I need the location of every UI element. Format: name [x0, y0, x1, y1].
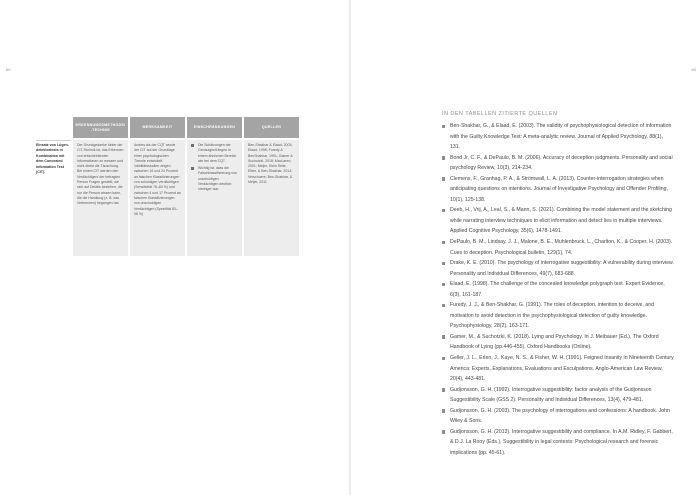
table-cell-method — [73, 140, 128, 256]
limitation-item — [191, 166, 238, 192]
square-bullet-icon — [442, 156, 445, 159]
reference-text: Furedy, J. J., & Ben-Shakhar, G. (1991). The roles of deception, intention to deceive, and motivation to avoid detection in the psychophysiological detection of guilty knowledge. Psychophysiology, 28(2), 163-171. — [450, 302, 654, 330]
reference-item — [442, 427, 674, 459]
limitation-text: Wichtig ist, dass die Falschklassifizierung von unschuldigen Verdächtigen deutlich niedriger war. — [198, 166, 237, 192]
table-header-limitations: EINSCHRÄNKUNGEN — [187, 117, 242, 138]
reference-item — [442, 174, 674, 206]
square-bullet-icon — [191, 144, 194, 147]
reference-text: Gudjonsson, G. H. (2013). Interrogative suggestibility and compliance. In A.M. Ridley, F. Gabbert, & D.J. La Rooy (Eds.), Suggestibility in legal contexts: Psychological research and forensic implications (pp. 45-61). — [450, 428, 673, 456]
table-cell-limitations — [187, 140, 242, 256]
limitation-item — [191, 143, 238, 164]
square-bullet-icon — [442, 241, 445, 244]
square-bullet-icon — [442, 177, 445, 180]
reference-text: Bond Jr, C. F., & DePaulo, B. M. (2006). Accuracy of deception judgments. Personality and social psychology Review, 10(3), 214-234. — [450, 154, 673, 172]
reference-text: Geller, J. L., Erlen, J., Kaye, N. S., & Fisher, W. H. (1991). Feigned Insanity in Nineteenth Century America: Experts, Explanations, Evaluations and Exculpations. Anglo-American Law Review, 20(4), 443-481. — [450, 355, 674, 383]
square-bullet-icon — [442, 304, 445, 307]
square-bullet-icon — [442, 283, 445, 286]
square-bullet-icon — [442, 409, 445, 412]
cell-text-effectiveness: Anders als der CQT wurde der CIT auf der Grundlage einer psychologischen Theorie entwickelt. Validitätsstudien zeigen zwischen 16 und 24 Prozent an falschen Klassifizierungen von schuldigen Verdächtigen (Sensitivität 76–84 %) und zwischen 4 und 17 Prozent an falschen Klassifizierungen von unschuldigen Verdächtigen (Spezifität 83–96 %) — [134, 143, 181, 216]
table-header-row — [73, 117, 316, 138]
reference-text: Deeb, H., Vrij, A., Leal, S., & Mann, S. (2021). Combining the model statement and the sketching while narrating interview techniques to elicit information and detect lies in multiple interviews. Applied Cognitive Psychology, 35(6), 1478-1491. — [450, 207, 672, 235]
reference-item — [442, 153, 674, 174]
square-bullet-icon — [442, 335, 445, 338]
square-bullet-icon — [442, 430, 445, 433]
table-row-label: Einsatz von Lügen-detektortests in Kombination mit dem Concealed Information Test (CIT). — [36, 140, 71, 256]
cell-text-method: Der Grundgedanke hinter der CIT-Technik ist, das Erkennen von entscheidenden Informationen zu messen und nicht direkt die Täuschung. Bei einem CIT werden den Verdächtigen/ der befragten Person Fragen gestellt, die sich auf Details beziehen, die nur die Person wissen kann, die die Handlung (z. B. das Verbrechen) begangen hat. — [77, 143, 124, 206]
page-number-right: 60 — [691, 67, 696, 72]
reference-text: Ben-Shakhar, G., & Elaad, E. (2003). The validity of psychophysiological detection of information with the Guilty Knowledge Test: A meta-analytic review. Journal of Applied Psychology, 88(1), 131. — [450, 123, 672, 151]
table-header-method: ERKENNUNGSMETHODE/ -TECHNIK — [73, 117, 128, 138]
square-bullet-icon — [442, 125, 445, 128]
table-row — [36, 140, 316, 256]
limitation-text: Die Schätzungen der Genauigkeit liegen in einem ähnlichen Bereich wie bei dem CQT. — [198, 143, 237, 163]
reference-text: Clemens, F., Granhag, P. A., & Strömwall, L. A. (2013). Counter-interrogation strategies when anticipating questions on intentions. Journal of Investigative Psychology and Offender Profiling, 10(1), 125-138. — [450, 175, 668, 203]
reference-item — [442, 300, 674, 332]
reference-item — [442, 205, 674, 237]
table-header-sources: QUELLEN — [244, 117, 299, 138]
reference-text: Drake, K. E. (2010). The psychology of interrogative suggestibility: A vulnerability during interview. Personality and Individual Differences, 49(7), 683-688. — [450, 260, 674, 277]
square-bullet-icon — [191, 167, 194, 170]
reference-text: DePaulo, B. M., Lindsay, J. J., Malone, B. E., Muhlenbruck, L., Charlton, K., & Cooper, H. (2003). Cues to deception. Psychological bulletin, 129(1), 74. — [450, 239, 673, 256]
reference-text: Elaad, E. (1998). The challenge of the concealed knowledge polygraph test. Expert Evidence, 6(3), 161-187. — [450, 281, 665, 298]
reference-list-title: IN DEN TABELLEN ZITIERTE QUELLEN — [442, 111, 558, 117]
square-bullet-icon — [442, 357, 445, 360]
square-bullet-icon — [442, 262, 445, 265]
table-cell-sources — [244, 140, 299, 256]
reference-item — [442, 279, 674, 300]
limitations-list — [191, 143, 238, 193]
reference-item — [442, 332, 674, 353]
table-header-effectiveness: MERKSAMKEIT — [130, 117, 185, 138]
cell-text-sources: Ben-Shakhar & Elaad, 2003; Elaad, 1998; Furedy & BenShakhar, 1991; Gamer & Suchotzki, 2018; MacLaren, 2001; Meijer, Klein Selle, Elber, & Ben-Shakhar, 2014; Verschuere, Ben-Shakhar, & Meijer, 2011 — [248, 143, 293, 185]
reference-list — [442, 121, 674, 459]
reference-item — [442, 237, 674, 258]
reference-item — [442, 406, 674, 427]
page-gutter — [349, 0, 351, 495]
reference-item — [442, 258, 674, 279]
reference-list-section — [442, 111, 674, 459]
reference-item — [442, 353, 674, 385]
comparison-table — [36, 117, 316, 256]
table-cell-effectiveness — [130, 140, 185, 256]
reference-text: Gudjonsson, G. H. (2003). The psychology of interrogations and confessions: A handbook. John Wiley & Sons. — [450, 407, 670, 425]
reference-item — [442, 121, 674, 153]
reference-text: Gudjonsson, G. H. (1992). Interrogative suggestibility: factor analysis of the Gudjonsson Suggestibility Scale (GSS 2). Personality and Individual Differences, 13(4), 479-481. — [450, 386, 652, 404]
square-bullet-icon — [442, 209, 445, 212]
reference-text: Gamer, M., & Suchotzki, K. (2018). Lying and Psychology. In J. Meibauer (Ed.), The Oxford Handbook of Lying (pp.446-455). Oxford Handbooks (Online). — [450, 333, 659, 351]
reference-item — [442, 385, 674, 406]
page-number-left: 60 — [6, 67, 11, 72]
square-bullet-icon — [442, 388, 445, 391]
